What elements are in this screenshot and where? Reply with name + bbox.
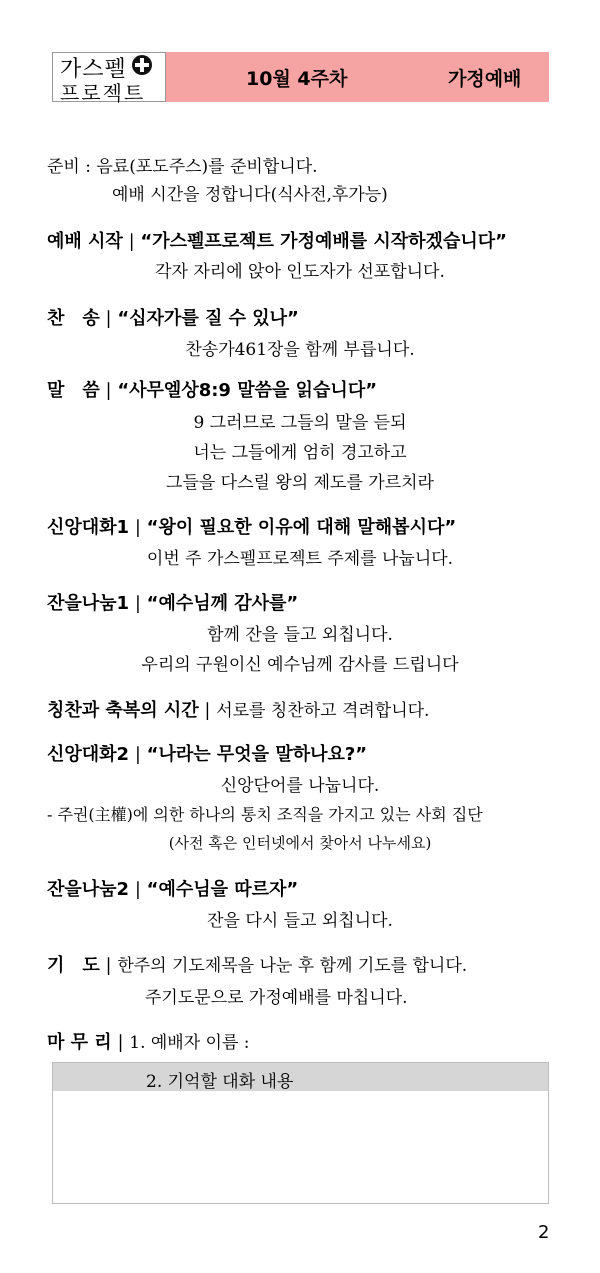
verse-line: 너는 그들에게 엄히 경고하고 <box>193 443 407 463</box>
praise-desc: 서로를 칭찬하고 격려합니다. <box>216 701 430 721</box>
section-label: 잔을나눔2 <box>47 879 130 900</box>
separator: | <box>134 744 141 765</box>
talk1-desc: 이번 주 가스펠프로젝트 주제를 나눕니다. <box>146 549 454 569</box>
separator: | <box>128 231 135 252</box>
section-label: 기 도 <box>47 955 100 976</box>
page-number: 2 <box>538 1222 550 1243</box>
section-quote: “십자가를 질 수 있나” <box>117 308 299 329</box>
separator: | <box>204 700 211 721</box>
section-label: 칭찬과 축복의 시간 <box>47 700 199 721</box>
verse-line: 9 그러므로 그들의 말을 듣되 <box>193 413 407 433</box>
cup1-section <box>47 589 298 615</box>
talk2-desc-1: 신앙단어를 나눕니다. <box>220 776 380 796</box>
separator: | <box>105 955 112 976</box>
separator: | <box>134 879 141 900</box>
logo-text-top: 가스펠 <box>60 57 127 82</box>
separator: | <box>117 1032 124 1053</box>
memo-label: 2. 기억할 대화 내용 <box>146 1072 294 1092</box>
section-label: 신앙대화1 <box>47 517 130 538</box>
prep-line-2: 예배 시간을 정합니다(식사전,후가능) <box>112 185 388 205</box>
memo-header-bar <box>53 1063 548 1091</box>
section-quote: “예수님을 따르자” <box>146 879 299 900</box>
separator: | <box>134 593 141 614</box>
close-section <box>47 1028 250 1054</box>
start-desc: 각자 자리에 앉아 인도자가 선포합니다. <box>155 262 445 282</box>
separator: | <box>105 380 112 401</box>
cup1-desc-2: 우리의 구원이신 예수님께 감사를 드립니다 <box>141 655 459 675</box>
section-quote: “왕이 필요한 이유에 대해 말해봅시다” <box>146 517 457 538</box>
praise-section <box>47 696 429 722</box>
prayer-section <box>47 951 467 977</box>
section-label: 마 무 리 <box>47 1032 112 1053</box>
separator: | <box>105 308 112 329</box>
hymn-section <box>47 304 299 330</box>
page-title: 가정예배 <box>448 68 522 90</box>
word-section <box>47 376 377 402</box>
hymn-desc: 찬송가461장을 함께 부릅니다. <box>185 340 415 360</box>
section-quote: “가스펠프로젝트 가정예배를 시작하겠습니다” <box>140 231 507 252</box>
logo-text-bottom: 프로젝트 <box>60 81 146 105</box>
prayer-desc-1: 한주의 기도제목을 나눈 후 함께 기도를 합니다. <box>117 956 468 976</box>
section-label: 잔을나눔1 <box>47 593 130 614</box>
talk1-section <box>47 513 456 539</box>
section-label: 신앙대화2 <box>47 744 130 765</box>
talk2-section <box>47 740 367 766</box>
prep-line-1: 준비 : 음료(포도주스)를 준비합니다. <box>47 157 318 177</box>
section-quote: “예수님께 감사를” <box>146 593 299 614</box>
section-label: 예배 시작 <box>47 231 123 252</box>
worshiper-name-label: 1. 예배자 이름 : <box>129 1033 250 1053</box>
prayer-desc-2: 주기도문으로 가정예배를 마칩니다. <box>145 988 408 1008</box>
verse-line: 그들을 다스릴 왕의 제도를 가르치라 <box>166 473 434 493</box>
cup2-desc: 잔을 다시 들고 외칩니다. <box>207 911 393 931</box>
section-quote: “사무엘상8:9 말씀을 읽습니다” <box>117 380 378 401</box>
cup1-desc-1: 함께 잔을 들고 외칩니다. <box>207 625 393 645</box>
cup2-section <box>47 875 298 901</box>
section-label: 찬 송 <box>47 308 100 329</box>
talk2-note: (사전 혹은 인터넷에서 찾아서 나누세요) <box>168 834 432 852</box>
separator: | <box>134 517 141 538</box>
section-label: 말 씀 <box>47 380 100 401</box>
cross-icon <box>132 55 152 75</box>
week-label: 10월 4주차 <box>246 68 348 90</box>
start-section <box>47 227 507 253</box>
section-quote: “나라는 무엇을 말하나요?” <box>146 744 368 765</box>
talk2-definition: - 주권(主權)에 의한 하나의 통치 조직을 가지고 있는 사회 집단 <box>47 805 483 824</box>
